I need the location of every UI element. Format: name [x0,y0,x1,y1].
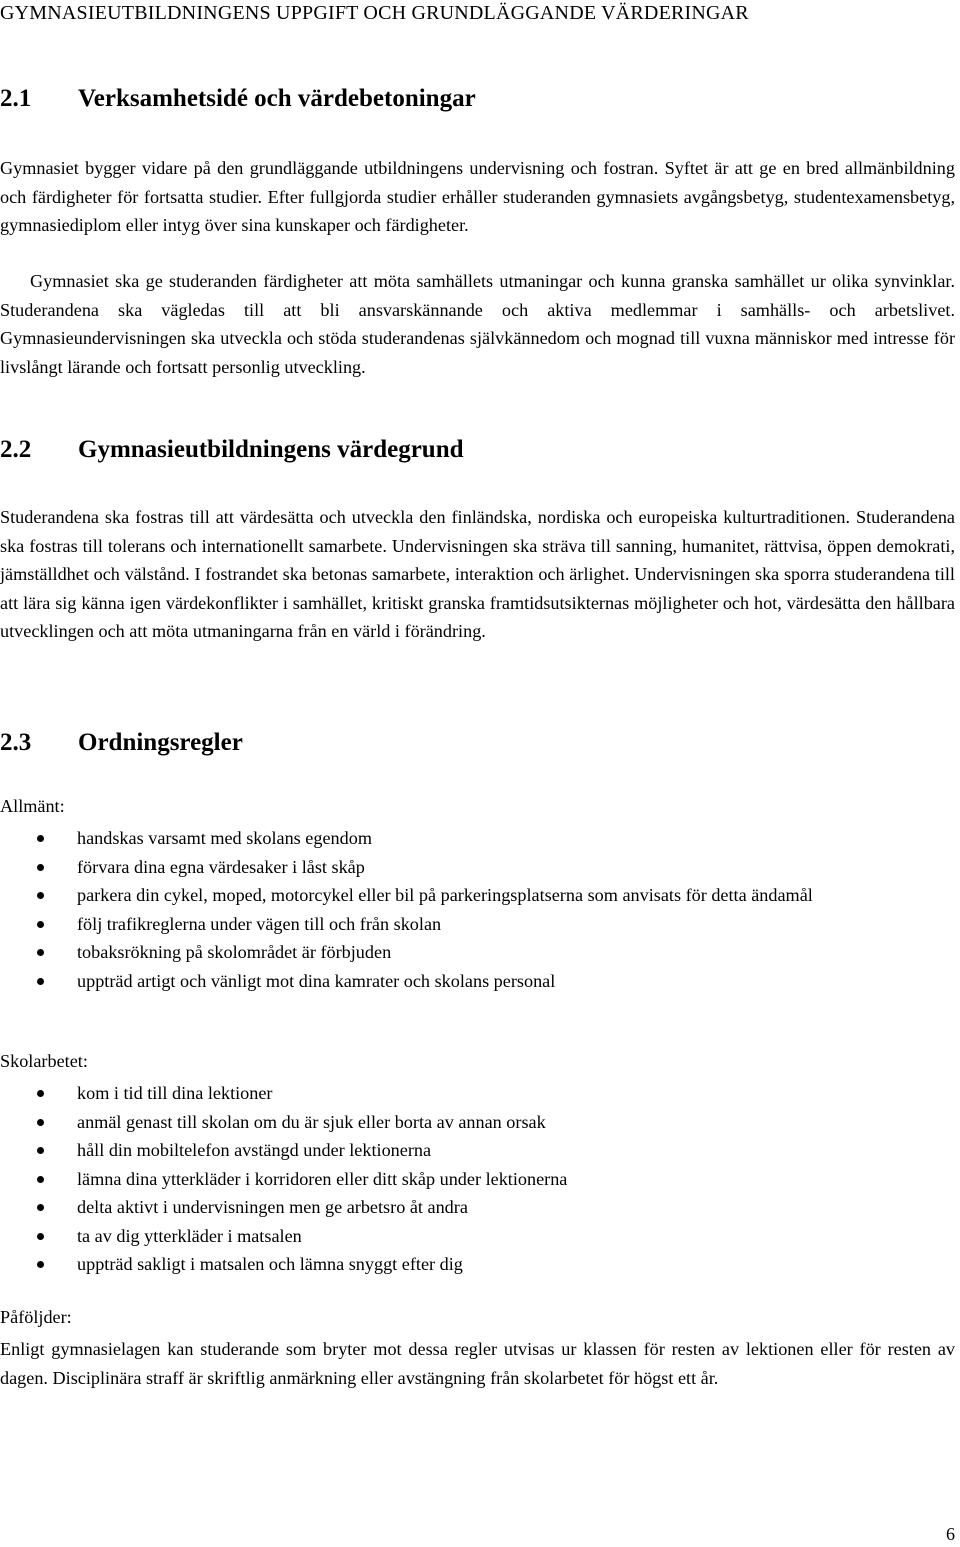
rules-general-list [0,824,960,995]
bullet-icon [37,1090,44,1097]
bullet-icon [37,1147,44,1154]
section-title: Gymnasieutbildningens värdegrund [78,436,464,463]
section-title: Verksamhetsidé och värdebetoningar [78,85,476,112]
bullet-icon [37,1204,44,1211]
paragraph: Studerandena ska fostras till att värdesätta och utveckla den finländska, nordiska och europeiska kulturtraditionen. Studerandena ska fostras till tolerans och internationellt samarbete. Undervisningen ska sträva till sanning, humanitet, rättvisa, öppen demokrati, jämställdhet och välstånd. I fostrandet ska betonas samarbete, interaktion och ärlighet. Undervisningen ska sporra studerandena till att lära sig känna igen värdekonflikter i samhället, kritiskt granska framtidsutsikternas möjligheter och hot, värdesätta den hållbara utvecklingen och att möta utmaningarna från en värld i förändring. [0,507,955,642]
page-number: 6 [946,1524,955,1544]
paragraph: Enligt gymnasielagen kan studerande som bryter mot dessa regler utvisas ur klassen för resten av lektionen eller för resten av dagen. Disciplinära straff är skriftlig anmärkning eller avstängning från skolarbetet för högst ett år. [0,1339,955,1388]
bullet-icon [37,978,44,985]
bullet-icon [37,892,44,899]
section-heading-2-3 [0,729,243,757]
list-item: ta av dig ytterkläder i matsalen [0,1222,960,1251]
bullet-icon [37,864,44,871]
list-item: delta aktivt i undervisningen men ge arbetsro åt andra [0,1193,960,1222]
bullet-icon [37,1233,44,1240]
list-item: håll din mobiltelefon avstängd under lektionerna [0,1136,960,1165]
list-item: kom i tid till dina lektioner [0,1079,960,1108]
list-item: uppträd sakligt i matsalen och lämna snyggt efter dig [0,1250,960,1279]
section-number: 2.2 [0,436,32,463]
list-item: uppträd artigt och vänligt mot dina kamrater och skolans personal [0,967,960,996]
list-item: handskas varsamt med skolans egendom [0,824,960,853]
paragraph: Gymnasiet bygger vidare på den grundläggande utbildningens undervisning och fostran. Syftet är att ge en bred allmänbildning och färdigheter för fortsatta studier. Efter fullgjorda studier erhåller studeranden gymnasiets avgångsbetyg, studentexamensbetyg, gymnasiediplom eller intyg över sina kunskaper och färdigheter. [0,158,955,236]
list-item: förvara dina egna värdesaker i låst skåp [0,853,960,882]
list-item: lämna dina ytterkläder i korridoren eller ditt skåp under lektionerna [0,1165,960,1194]
section-number: 2.3 [0,729,32,756]
rules-schoolwork-list [0,1079,960,1279]
section-heading-2-1 [0,85,476,113]
rules-consequences-label: Påföljder: [0,1307,72,1327]
rules-schoolwork-label: Skolarbetet: [0,1051,88,1071]
bullet-icon [37,1261,44,1268]
list-item: följ trafikreglerna under vägen till och från skolan [0,910,960,939]
section-title: Ordningsregler [78,729,243,756]
bullet-icon [37,921,44,928]
section-number: 2.1 [0,85,32,112]
list-item: tobaksrökning på skolområdet är förbjuden [0,938,960,967]
list-item: anmäl genast till skolan om du är sjuk eller borta av annan orsak [0,1108,960,1137]
bullet-icon [37,1176,44,1183]
rules-general-label: Allmänt: [0,796,65,816]
list-item: parkera din cykel, moped, motorcykel eller bil på parkeringsplatserna som anvisats för detta ändamål [0,881,960,910]
document-header: GYMNASIEUTBILDNINGENS UPPGIFT OCH GRUNDLÄGGANDE VÄRDERINGAR [0,2,749,24]
bullet-icon [37,949,44,956]
bullet-icon [37,1119,44,1126]
section-heading-2-2 [0,436,464,464]
paragraph: Gymnasiet ska ge studeranden färdigheter att möta samhällets utmaningar och kunna granska samhället ur olika synvinklar. Studerandena ska vägledas till att bli ansvarskännande och aktiva medlemmar i samhälls- och arbetslivet. Gymnasieundervisningen ska utveckla och stöda studerandenas självkännedom och mognad till vuxna människor med intresse för livslångt lärande och fortsatt personlig utveckling. [0,271,955,377]
bullet-icon [37,835,44,842]
